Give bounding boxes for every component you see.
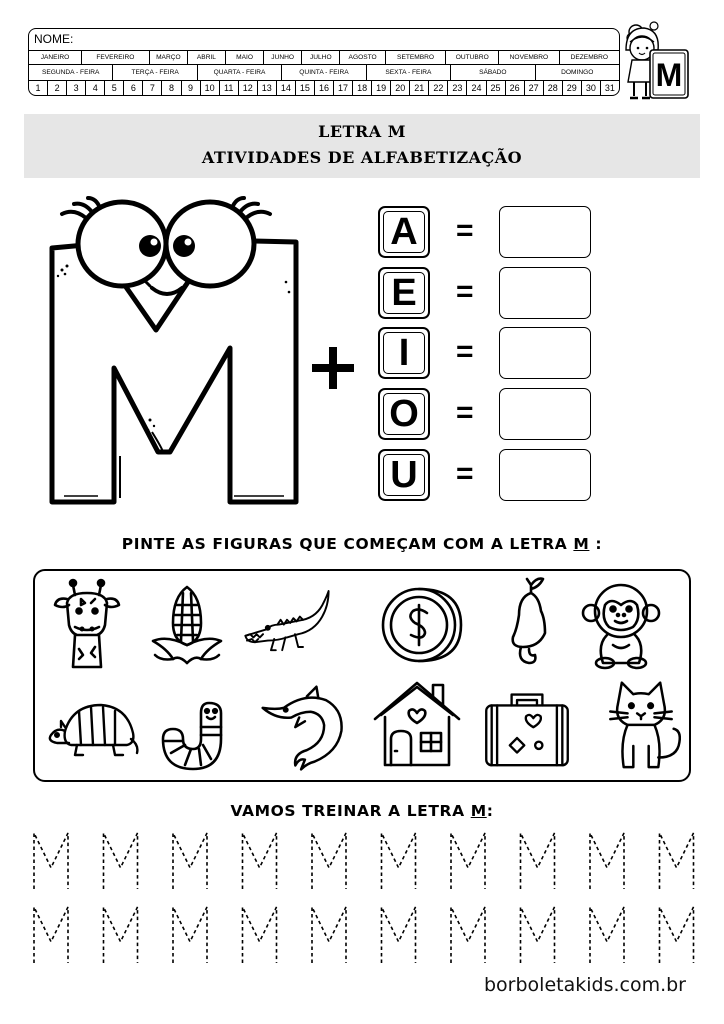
trace-letter-m[interactable] [590, 907, 624, 963]
month-cell: JANEIRO [29, 51, 82, 64]
alligator-icon[interactable] [239, 575, 335, 671]
tracing-instruction-letter: M [470, 802, 487, 820]
cashew-icon[interactable] [483, 571, 579, 667]
page-subtitle: ATIVIDADES DE ALFABETIZAÇÃO [201, 148, 523, 167]
day-cell: 2 [48, 81, 67, 96]
month-cell: ABRIL [188, 51, 226, 64]
day-cell: 21 [410, 81, 429, 96]
equals-sign: = [456, 457, 474, 490]
corn-icon[interactable] [139, 575, 235, 671]
syllable-answer-box[interactable] [499, 327, 591, 379]
day-cell: 9 [182, 81, 201, 96]
trace-letter-m[interactable] [382, 907, 416, 963]
day-cell: 19 [372, 81, 391, 96]
day-cell: 31 [604, 83, 615, 93]
trace-letter-m[interactable] [104, 833, 138, 889]
vowel-letter: E [391, 272, 417, 314]
months-row [29, 51, 619, 65]
weekday-cell: QUINTA - FEIRA [282, 65, 366, 80]
tracing-instruction-text: VAMOS TREINAR A LETRA [230, 802, 471, 820]
equals-sign: = [456, 396, 474, 429]
footer-site: borboletakids.com.br [483, 974, 686, 996]
month-cell: MAIO [226, 51, 264, 64]
cat-icon[interactable] [593, 675, 689, 771]
vowel-row-o [378, 388, 592, 440]
syllable-answer-box[interactable] [499, 449, 591, 501]
day-cell: 1 [29, 81, 48, 96]
vowel-row-a [378, 206, 592, 258]
tracing-instruction-suffix: : [486, 802, 494, 820]
trace-letter-m[interactable] [660, 833, 694, 889]
coloring-instruction [0, 535, 724, 553]
day-cell: 23 [448, 81, 467, 96]
syllable-answer-box[interactable] [499, 267, 591, 319]
tracing-grid[interactable] [0, 825, 724, 975]
trace-letter-m[interactable] [312, 833, 346, 889]
page-title: LETRA M [318, 122, 406, 141]
trace-letter-m[interactable] [312, 907, 346, 963]
day-cell: 26 [506, 81, 525, 96]
day-cell: 17 [334, 81, 353, 96]
vowel-letter: O [389, 393, 419, 435]
day-cell: 7 [143, 81, 162, 96]
giraffe-icon[interactable] [39, 575, 135, 671]
syllable-answer-box[interactable] [499, 388, 591, 440]
badge-letter: M [655, 57, 683, 93]
month-cell: NOVEMBRO [499, 51, 559, 64]
weekday-cell: SEGUNDA - FEIRA [29, 65, 113, 80]
trace-letter-m[interactable] [104, 907, 138, 963]
vowel-row-i [378, 327, 592, 379]
day-cell: 8 [162, 81, 181, 96]
month-cell: JULHO [302, 51, 340, 64]
day-cell: 24 [467, 81, 486, 96]
trace-letter-m[interactable] [451, 833, 485, 889]
girl-mascot-icon [620, 20, 692, 102]
figures-panel [33, 569, 691, 782]
day-cell: 29 [563, 81, 582, 96]
equals-sign: = [456, 275, 474, 308]
coloring-instruction-letter: M [573, 535, 590, 553]
vowel-letter: U [390, 454, 418, 496]
trace-letter-m[interactable] [451, 907, 485, 963]
day-cell: 20 [391, 81, 410, 96]
day-cell: 11 [220, 81, 239, 96]
trace-letter-m[interactable] [173, 907, 207, 963]
trace-letter-m[interactable] [173, 833, 207, 889]
name-row [29, 29, 619, 51]
weekday-cell: SÁBADO [451, 65, 535, 80]
month-cell: MARÇO [150, 51, 188, 64]
day-cell: 14 [277, 81, 296, 96]
day-cell: 18 [353, 81, 372, 96]
weekday-cell: TERÇA - FEIRA [113, 65, 197, 80]
tracing-instruction [0, 802, 724, 820]
syllable-answer-box[interactable] [499, 206, 591, 258]
days-row [29, 81, 619, 96]
monkey-icon[interactable] [573, 575, 669, 671]
trace-letter-m[interactable] [590, 833, 624, 889]
day-cell: 12 [239, 81, 258, 96]
dolphin-icon[interactable] [255, 681, 351, 777]
day-cell: 6 [124, 81, 143, 96]
armadillo-icon[interactable] [43, 683, 139, 779]
month-cell: OUTUBRO [446, 51, 499, 64]
trace-letter-m[interactable] [243, 907, 277, 963]
month-cell: JUNHO [264, 51, 302, 64]
name-label: NOME: [34, 32, 74, 46]
vowel-row-u [378, 449, 592, 501]
trace-letter-m[interactable] [243, 833, 277, 889]
plus-sign-icon [310, 345, 356, 391]
equals-sign: = [456, 214, 474, 247]
house-icon[interactable] [369, 675, 465, 771]
vowel-letter: I [398, 332, 410, 374]
day-cell: 3 [67, 81, 86, 96]
month-cell: AGOSTO [340, 51, 386, 64]
letter-m-character-icon [34, 196, 304, 508]
trace-letter-m[interactable] [34, 833, 68, 889]
trace-letter-m[interactable] [660, 907, 694, 963]
day-cell: 5 [105, 81, 124, 96]
coloring-instruction-suffix: : [589, 535, 603, 553]
day-cell: 27 [525, 81, 544, 96]
day-cell: 4 [86, 81, 105, 96]
vowel-letter: A [390, 211, 418, 253]
month-cell: FEVEREIRO [82, 51, 150, 64]
trace-letter-m[interactable] [521, 907, 555, 963]
coloring-instruction-text: PINTE AS FIGURAS QUE COMEÇAM COM A LETRA [121, 535, 574, 553]
worm-icon[interactable] [149, 683, 245, 779]
calendar-header [28, 28, 620, 96]
vowel-row-e [378, 267, 592, 319]
day-cell: 25 [487, 81, 506, 96]
month-cell: DEZEMBRO [570, 54, 608, 61]
month-cell: SETEMBRO [386, 51, 446, 64]
day-cell: 15 [296, 81, 315, 96]
trace-letter-m[interactable] [521, 833, 555, 889]
equals-sign: = [456, 335, 474, 368]
weekday-cell: QUARTA - FEIRA [198, 65, 282, 80]
day-cell: 28 [544, 81, 563, 96]
trace-letter-m[interactable] [34, 907, 68, 963]
day-cell: 22 [429, 81, 448, 96]
weekday-cell: SEXTA - FEIRA [367, 65, 451, 80]
suitcase-icon[interactable] [479, 681, 575, 777]
day-cell: 30 [582, 81, 601, 96]
weekdays-row [29, 65, 619, 81]
weekday-cell: DOMINGO [561, 69, 594, 76]
day-cell: 10 [201, 81, 220, 96]
coin-icon[interactable] [375, 575, 471, 671]
day-cell: 13 [258, 81, 277, 96]
trace-letter-m[interactable] [382, 833, 416, 889]
day-cell: 16 [315, 81, 334, 96]
